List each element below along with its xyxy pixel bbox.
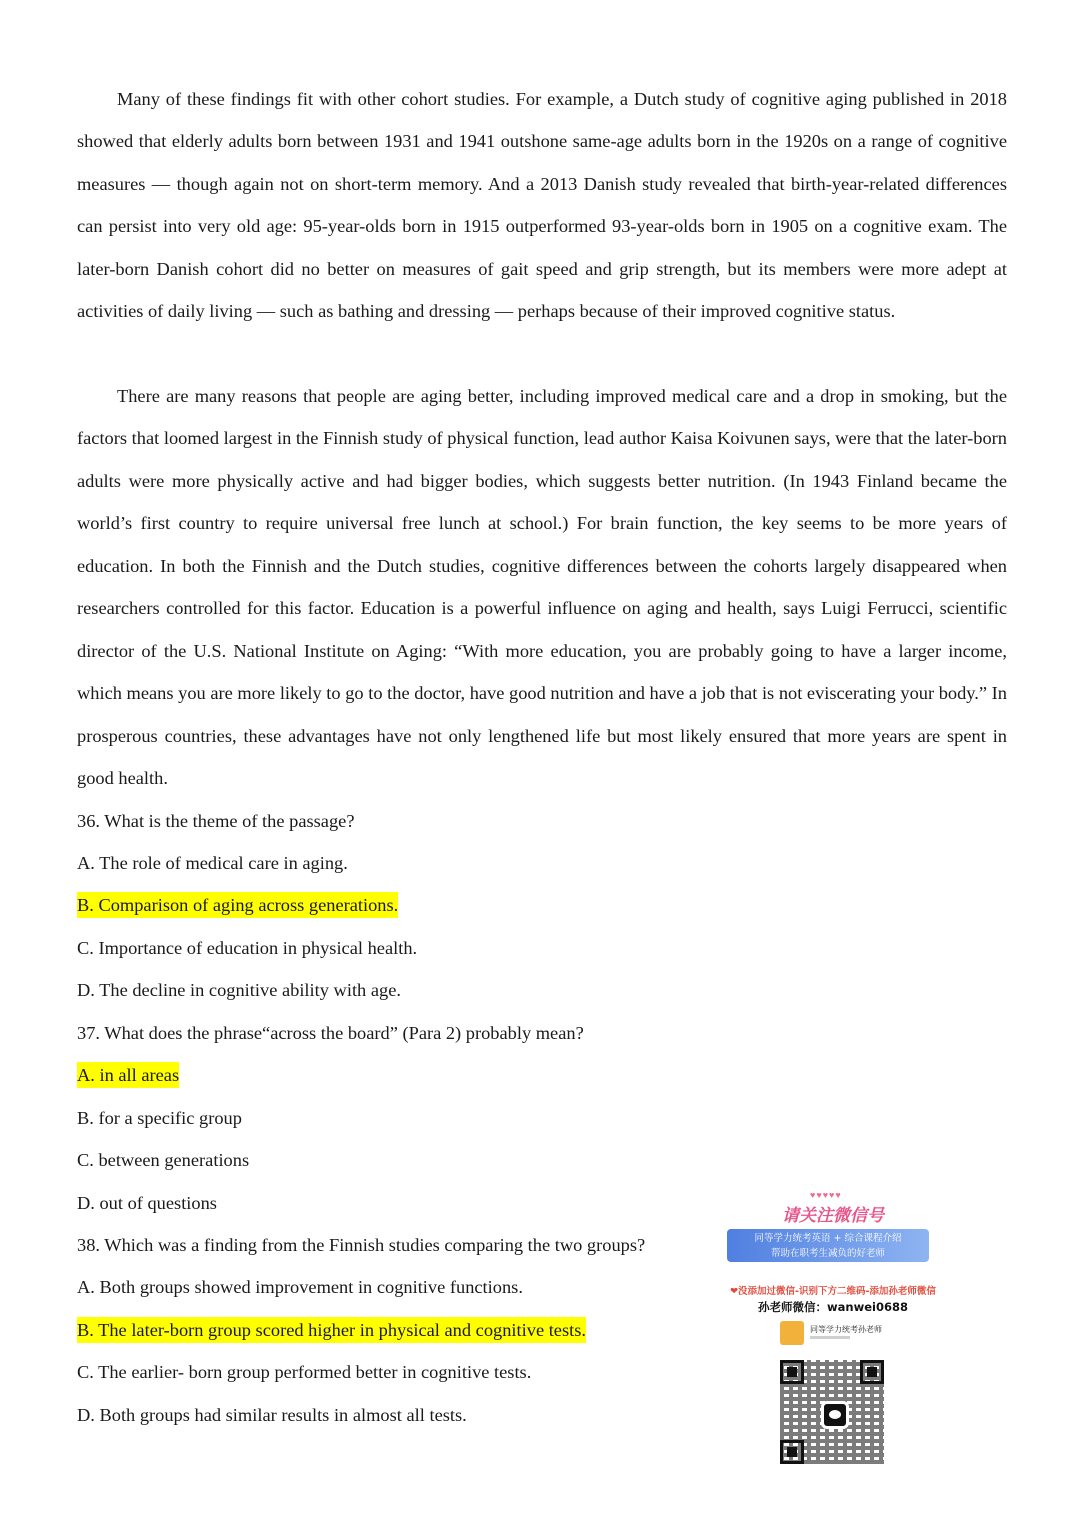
question-38-stem: 38. Which was a finding from the Finnish studies comparing the two groups?: [77, 1235, 646, 1255]
promo-banner: [727, 1229, 929, 1262]
promo-banner-line-2: 帮助在职考生减负的好老师: [770, 1248, 885, 1259]
question-37-stem: 37. What does the phrase“across the board” (Para 2) probably mean?: [77, 1023, 584, 1043]
qr-code-icon[interactable]: [780, 1360, 884, 1464]
promo-banner-line-1: 同等学力统考英语 + 综合课程介绍: [754, 1233, 902, 1244]
question-37-option-b: B. for a specific group: [77, 1108, 242, 1128]
qr-finder: [860, 1360, 884, 1384]
question-36-option-a: A. The role of medical care in aging.: [77, 853, 348, 873]
heart-icon: ♥♥♥♥♥: [810, 1190, 842, 1200]
qr-finder: [780, 1360, 804, 1384]
account-avatar: [780, 1321, 804, 1345]
promo-wechat-id: 孙老师微信：wanwei0688: [758, 1300, 908, 1314]
account-subtitle: [810, 1336, 850, 1339]
passage-paragraph-2: There are many reasons that people are aging better, including improved medical care and a drop in smoking, but the factors that loomed largest in the Finnish study of physical function, lead author Kaisa Koivunen says, were that the later-born adults were more physically active and had bigger bodies, which suggests better nutrition. (In 1943 Finland became the world’s first country to require universal free lunch at school.) For brain function, the key seems to be more years of education. In both the Finnish and the Dutch studies, cognitive differences between the cohorts largely disappeared when researchers controlled for this factor. Education is a powerful influence on aging and health, says Luigi Ferrucci, scientific director of the U.S. National Institute on Aging: “With more education, you are probably going to have a larger income, which means you are more likely to go to the doctor, have good nutrition and have a job that is not eviscerating your body.” In prosperous countries, these advantages have not only lengthened life but most likely ensured that more years are spent in good health.: [77, 386, 1007, 789]
question-37-option-c: C. between generations: [77, 1150, 250, 1170]
question-36-option-b-highlighted: B. Comparison of aging across generations.: [77, 892, 398, 918]
wechat-logo-icon: [821, 1401, 849, 1429]
question-37-option-a-highlighted: A. in all areas: [77, 1062, 179, 1088]
question-36-option-c: C. Importance of education in physical health.: [77, 938, 418, 958]
question-38-option-b-highlighted: B. The later-born group scored higher in physical and cognitive tests.: [77, 1317, 586, 1343]
promo-warning: ❤没添加过微信-识别下方二维码-添加孙老师微信: [730, 1286, 936, 1297]
question-36-stem: 36. What is the theme of the passage?: [77, 811, 355, 831]
account-name: 同等学力统考孙老师: [810, 1325, 882, 1334]
qr-finder: [780, 1440, 804, 1464]
question-38-option-c: C. The earlier- born group performed better in cognitive tests.: [77, 1362, 532, 1382]
passage-paragraph-1: Many of these findings fit with other cohort studies. For example, a Dutch study of cognitive aging published in 2018 showed that elderly adults born between 1931 and 1941 outshone same-age adults born in the 1920s on a range of cognitive measures — though again not on short-term memory. And a 2013 Danish study revealed that birth-year-related differences can persist into very old age: 95-year-olds born in 1915 outperformed 93-year-olds born in 1905 on a cognitive exam. The later-born Danish cohort did no better on measures of gait speed and grip strength, but its members were more adept at activities of daily living — such as bathing and dressing — perhaps because of their improved cognitive status.: [77, 89, 1007, 322]
question-37-option-d: D. out of questions: [77, 1193, 217, 1213]
question-36-option-d: D. The decline in cognitive ability with age.: [77, 980, 401, 1000]
question-38-option-d: D. Both groups had similar results in almost all tests.: [77, 1405, 467, 1425]
question-38-option-a: A. Both groups showed improvement in cognitive functions.: [77, 1277, 523, 1297]
wechat-promo-card: [718, 1190, 948, 1475]
promo-title: 请关注微信号: [782, 1206, 884, 1226]
